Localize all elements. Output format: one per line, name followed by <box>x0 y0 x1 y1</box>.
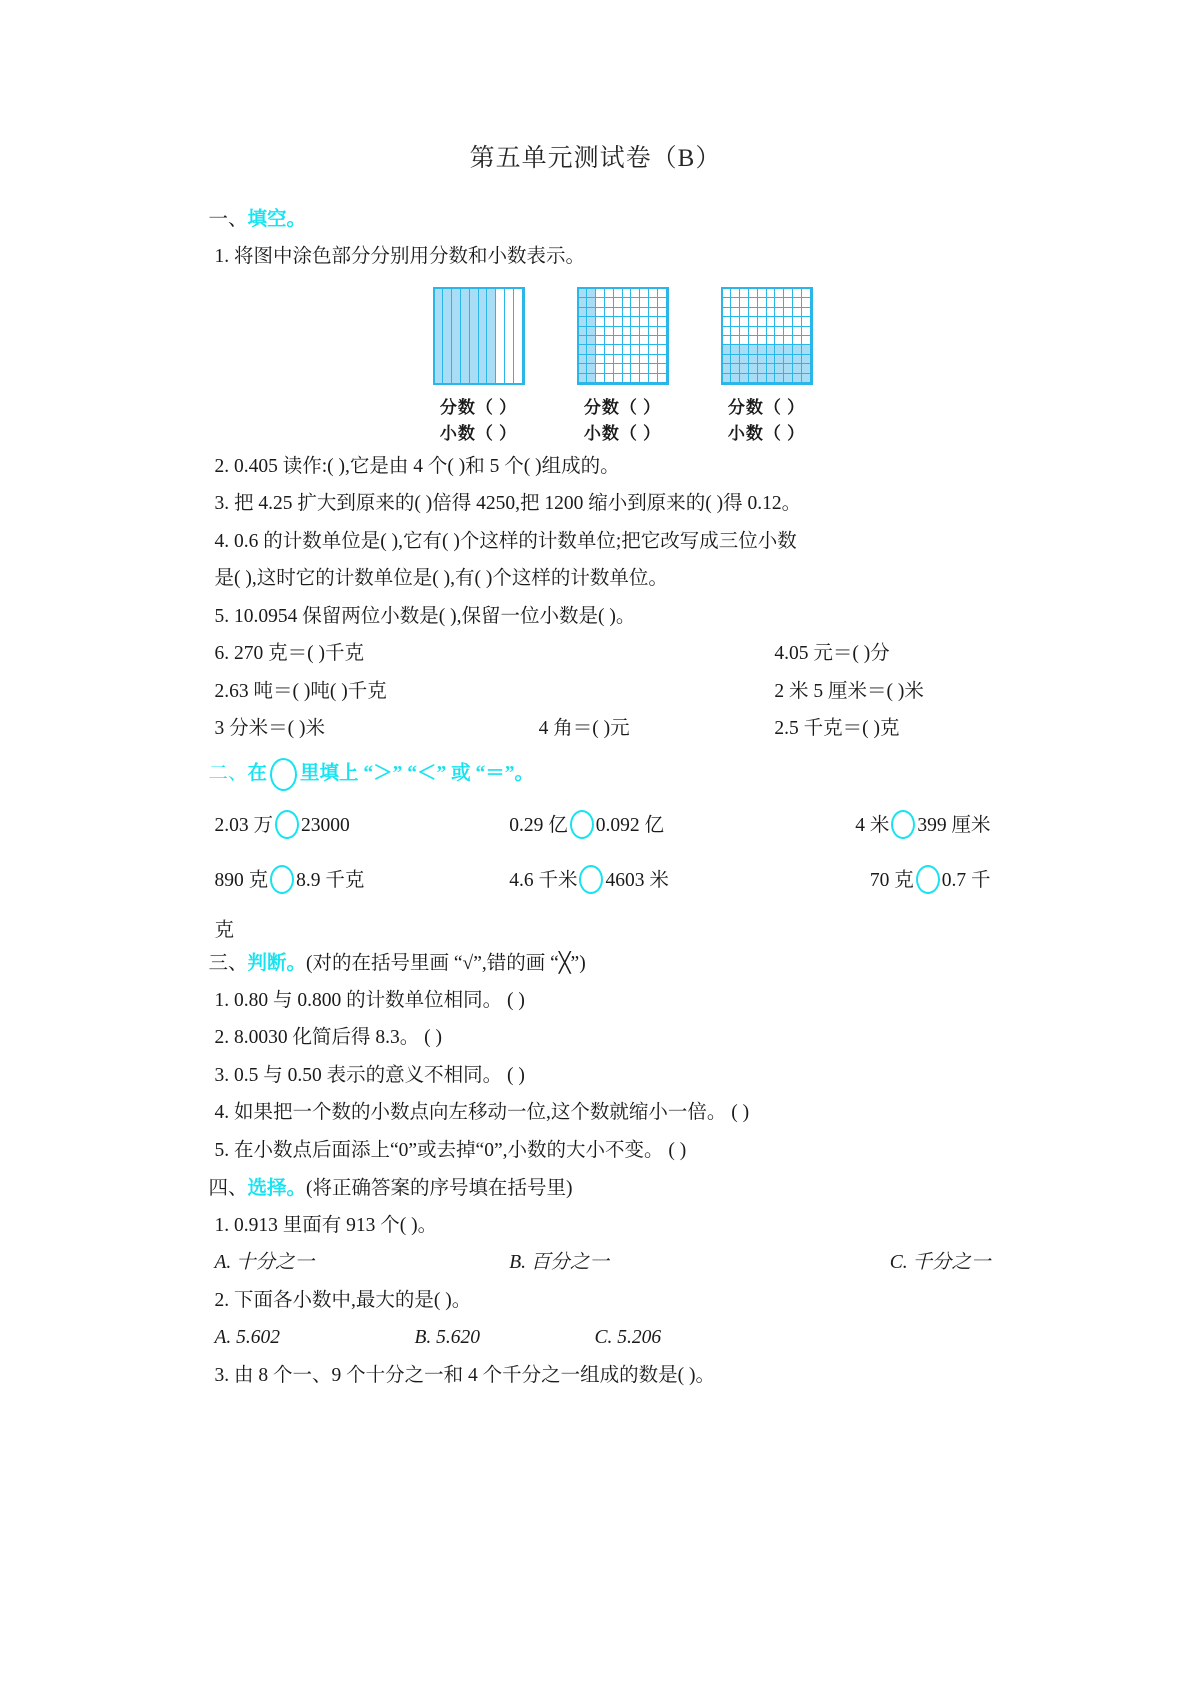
grid-cell <box>658 317 667 326</box>
grid-cell <box>740 374 749 383</box>
grid-cell <box>658 336 667 345</box>
grid-cell <box>767 336 776 345</box>
grid-cell <box>605 308 614 317</box>
grid-cell <box>623 345 632 354</box>
grid-cell <box>784 345 793 354</box>
choice-1-option-b[interactable]: B. 百分之一 <box>509 1252 609 1274</box>
grid-cell <box>740 298 749 307</box>
grid-cell <box>740 355 749 364</box>
grid-cell <box>614 289 623 298</box>
grid-cell <box>631 308 640 317</box>
question-1-6-row-1 <box>215 635 991 673</box>
grid-cell <box>758 345 767 354</box>
conversion-spacer-2 <box>539 682 775 702</box>
figure-3-decimal-label: 小数（ ） <box>727 424 806 444</box>
grid-cell <box>614 374 623 383</box>
grid-cell <box>784 289 793 298</box>
grid-cell <box>649 355 658 364</box>
grid-cell <box>614 308 623 317</box>
circle-icon[interactable] <box>916 865 940 894</box>
grid-cell <box>640 317 649 326</box>
grid-cell <box>631 374 640 383</box>
choice-2-option-b[interactable]: B. 5.620 <box>414 1327 481 1349</box>
grid-cell <box>631 327 640 336</box>
grid-cell <box>614 355 623 364</box>
grid-cell <box>758 317 767 326</box>
grid-cell <box>767 308 776 317</box>
compare-item-1-right: 23000 <box>301 815 350 837</box>
grid-cell <box>631 298 640 307</box>
grid-cell <box>649 308 658 317</box>
grid-cell <box>658 289 667 298</box>
grid-cell <box>623 364 632 373</box>
truefalse-item-4: 4. 如果把一个数的小数点向左移动一位,这个数就缩小一倍。 ( ) <box>214 1102 750 1124</box>
figure-group-shaded-grids <box>433 287 991 448</box>
grid-cell <box>605 364 614 373</box>
grid-cell <box>723 308 732 317</box>
grid-cell <box>749 364 758 373</box>
grid-cell <box>802 355 811 364</box>
grid-cell <box>802 345 811 354</box>
grid-cell <box>658 345 667 354</box>
choice-question-2-options <box>215 1319 991 1357</box>
grid-cell <box>758 355 767 364</box>
grid-cell <box>775 364 784 373</box>
question-1-6-row-3 <box>215 710 991 748</box>
truefalse-item-2: 2. 8.0030 化简后得 8.3。 ( ) <box>214 1027 442 1049</box>
grid-cell <box>614 317 623 326</box>
grid-cell <box>631 345 640 354</box>
grid-cell <box>596 374 605 383</box>
compare-item-4-right: 8.9 千克 <box>296 870 365 892</box>
page-title: 第五单元测试卷（B） <box>469 145 722 172</box>
grid-cell <box>758 374 767 383</box>
compare-item-6 <box>804 867 991 896</box>
grid-cell <box>802 336 811 345</box>
section-heading-truefalse <box>209 954 991 974</box>
grid-cell <box>740 308 749 317</box>
grid-cell <box>579 289 588 298</box>
truefalse-item-1: 1. 0.80 与 0.800 的计数单位相同。 ( ) <box>214 989 525 1011</box>
section-number-3: 三、 <box>208 953 248 975</box>
grid-cell <box>631 336 640 345</box>
grid-cell <box>793 317 802 326</box>
conversion-405yuan: 4.05 元＝( )分 <box>774 643 890 665</box>
grid-cell <box>587 364 596 373</box>
grid-cell <box>614 336 623 345</box>
grid-cell <box>723 345 732 354</box>
grid-cell <box>640 345 649 354</box>
compare-item-5 <box>509 867 804 896</box>
grid-cell <box>723 298 732 307</box>
grid-cell <box>658 298 667 307</box>
grid-cell <box>749 289 758 298</box>
grid-cell <box>596 289 605 298</box>
conversion-25kg: 2.5 千克＝( )克 <box>774 718 900 740</box>
compare-item-6-right: 0.7 千 <box>941 870 991 892</box>
grid-cell <box>740 345 749 354</box>
grid-cell <box>731 289 740 298</box>
question-1-4-line1: 4. 0.6 的计数单位是( ),它有( )个这样的计数单位;把它改写成三位小数 <box>214 530 797 552</box>
grid-cell <box>579 317 588 326</box>
grid-cell <box>749 298 758 307</box>
grid-cell <box>775 327 784 336</box>
grid-cell <box>605 289 614 298</box>
grid-cell <box>579 308 588 317</box>
grid-cell <box>775 308 784 317</box>
conversion-3dm: 3 分米＝( )米 <box>214 718 325 740</box>
grid-tenths-strip <box>433 287 525 385</box>
conversion-2m5cm: 2 米 5 厘米＝( )米 <box>774 680 924 702</box>
grid-cell <box>784 336 793 345</box>
grid-cell <box>640 308 649 317</box>
compare-item-1 <box>215 812 510 841</box>
grid-cell <box>767 345 776 354</box>
conversion-263ton: 2.63 吨＝( )吨( )千克 <box>214 680 387 702</box>
grid-cell <box>793 289 802 298</box>
truefalse-item-5: 5. 在小数点后面添上“0”或去掉“0”,小数的大小不变。 ( ) <box>214 1139 687 1161</box>
grid-cell <box>649 364 658 373</box>
grid-cell <box>740 289 749 298</box>
circle-icon[interactable] <box>891 810 915 839</box>
figure-2-fraction-label: 分数（ ） <box>583 398 662 417</box>
grid-cell <box>596 298 605 307</box>
circle-icon <box>270 758 297 791</box>
conversion-270g: 6. 270 克＝( )千克 <box>214 643 364 665</box>
grid-cell <box>793 308 802 317</box>
grid-cell <box>614 298 623 307</box>
grid-cell <box>740 336 749 345</box>
conversion-spacer-1 <box>539 644 775 664</box>
grid-cell <box>793 345 802 354</box>
choice-question-1-stem: 1. 0.913 里面有 913 个( )。 <box>214 1214 438 1236</box>
grid-cell <box>640 374 649 383</box>
grid-cell <box>793 374 802 383</box>
grid-cell <box>640 289 649 298</box>
grid-cell <box>784 308 793 317</box>
question-1-3: 3. 把 4.25 扩大到原来的( )倍得 4250,把 1200 缩小到原来的( )得 0.12。 <box>214 493 802 515</box>
figure-3-labels <box>728 395 805 448</box>
compare-item-1-left: 2.03 万 <box>214 815 274 837</box>
compare-item-2 <box>509 812 804 841</box>
grid-hundredths-rows <box>721 287 813 385</box>
grid-cell <box>640 336 649 345</box>
grid-cell <box>649 345 658 354</box>
grid-cell <box>596 364 605 373</box>
grid-cell <box>767 374 776 383</box>
choice-1-option-a[interactable]: A. 十分之一 <box>214 1252 315 1274</box>
section-instruction-3: (对的在括号里画 “√”,错的画 “╳”) <box>306 953 586 975</box>
grid-cell <box>767 355 776 364</box>
grid-cell <box>658 327 667 336</box>
grid-cell <box>775 298 784 307</box>
grid-cell <box>623 374 632 383</box>
section-heading-fill-blank <box>209 210 991 230</box>
grid-cell <box>793 336 802 345</box>
grid-cell <box>784 317 793 326</box>
question-1-5: 5. 10.0954 保留两位小数是( ),保留一位小数是( )。 <box>214 605 636 627</box>
grid-cell <box>740 364 749 373</box>
grid-cell <box>749 374 758 383</box>
grid-cell <box>784 364 793 373</box>
section-instruction-4: (将正确答案的序号填在括号里) <box>306 1178 573 1200</box>
section-number-4: 四、 <box>208 1178 248 1200</box>
grid-cell <box>767 298 776 307</box>
grid-cell <box>587 317 596 326</box>
grid-cell <box>605 327 614 336</box>
compare-item-5-right: 4603 米 <box>605 870 669 892</box>
grid-cell <box>767 327 776 336</box>
figure-2-decimal-label: 小数（ ） <box>583 424 662 444</box>
grid-cell <box>802 327 811 336</box>
grid-cell <box>631 355 640 364</box>
grid-cell <box>758 308 767 317</box>
figure-3 <box>721 287 813 448</box>
circle-icon[interactable] <box>579 865 603 894</box>
grid-cell <box>775 374 784 383</box>
grid-cell <box>579 327 588 336</box>
grid-cell <box>758 336 767 345</box>
grid-cell <box>775 355 784 364</box>
grid-cell <box>649 336 658 345</box>
grid-cell <box>749 327 758 336</box>
grid-cell <box>740 327 749 336</box>
grid-cell <box>767 317 776 326</box>
grid-cell <box>579 336 588 345</box>
grid-cell <box>793 298 802 307</box>
figure-1 <box>433 287 525 448</box>
grid-cell <box>802 308 811 317</box>
grid-cell <box>731 308 740 317</box>
grid-cell <box>740 317 749 326</box>
figure-1-decimal-label: 小数（ ） <box>439 424 518 444</box>
grid-cell <box>640 327 649 336</box>
grid-cell <box>623 289 632 298</box>
grid-cell <box>596 317 605 326</box>
grid-cell <box>758 298 767 307</box>
grid-cell <box>758 327 767 336</box>
section-label-2b: 里填上 “＞” “＜” 或 “＝”。 <box>300 762 535 784</box>
grid-cell <box>605 317 614 326</box>
compare-item-3-right: 399 厘米 <box>917 815 991 837</box>
grid-cell <box>731 298 740 307</box>
grid-cell <box>802 317 811 326</box>
circle-icon[interactable] <box>275 810 299 839</box>
grid-cell <box>723 327 732 336</box>
grid-cell <box>579 298 588 307</box>
grid-hundredths-columns <box>577 287 669 385</box>
section-number-2: 二、 <box>208 762 248 784</box>
section-label-3: 判断。 <box>247 953 307 975</box>
grid-cell <box>775 345 784 354</box>
section-heading-compare <box>209 758 991 791</box>
compare-row-2-overflow: 克 <box>214 919 235 941</box>
grid-cell <box>649 374 658 383</box>
grid-cell <box>723 289 732 298</box>
grid-cell <box>731 345 740 354</box>
figure-2 <box>577 287 669 448</box>
grid-cell <box>587 345 596 354</box>
figure-3-fraction-label: 分数（ ） <box>727 398 806 417</box>
grid-cell <box>723 355 732 364</box>
grid-cell <box>802 364 811 373</box>
grid-cell <box>640 298 649 307</box>
question-1-6-row-2 <box>215 673 991 711</box>
grid-cell <box>802 289 811 298</box>
compare-item-6-left: 70 克 <box>869 870 914 892</box>
grid-cell <box>723 364 732 373</box>
grid-cell <box>731 327 740 336</box>
grid-cell <box>775 336 784 345</box>
grid-cell <box>649 289 658 298</box>
grid-cell <box>587 289 596 298</box>
choice-2-option-c[interactable]: C. 5.206 <box>594 1327 662 1349</box>
grid-cell <box>723 336 732 345</box>
grid-cell <box>749 317 758 326</box>
compare-row-2 <box>215 854 991 909</box>
grid-cell <box>658 364 667 373</box>
grid-cell <box>605 355 614 364</box>
grid-cell <box>758 364 767 373</box>
choice-question-2-stem: 2. 下面各小数中,最大的是( )。 <box>214 1289 472 1311</box>
grid-cell <box>749 336 758 345</box>
compare-row-1 <box>215 799 991 854</box>
grid-cell <box>793 355 802 364</box>
grid-cell <box>605 336 614 345</box>
grid-cell <box>784 355 793 364</box>
grid-cell <box>596 345 605 354</box>
grid-cell <box>731 317 740 326</box>
grid-cell <box>758 289 767 298</box>
compare-item-3 <box>804 812 991 841</box>
grid-cell <box>731 336 740 345</box>
grid-cell <box>587 336 596 345</box>
truefalse-item-3: 3. 0.5 与 0.50 表示的意义不相同。 ( ) <box>214 1064 525 1086</box>
grid-cell <box>802 374 811 383</box>
grid-cell <box>605 345 614 354</box>
grid-cell <box>784 298 793 307</box>
grid-cell <box>605 298 614 307</box>
grid-cell <box>784 327 793 336</box>
grid-cell <box>767 364 776 373</box>
grid-cell <box>623 298 632 307</box>
grid-cell <box>649 317 658 326</box>
grid-cell <box>623 336 632 345</box>
grid-cell <box>731 355 740 364</box>
grid-cell <box>631 317 640 326</box>
grid-cell <box>579 364 588 373</box>
question-1-4-line2: 是( ),这时它的计数单位是( ),有( )个这样的计数单位。 <box>214 568 668 590</box>
figure-2-labels <box>584 395 661 448</box>
grid-cell <box>775 317 784 326</box>
grid-cell <box>631 289 640 298</box>
grid-cell <box>587 298 596 307</box>
section-number-1: 一、 <box>208 209 248 230</box>
grid-cell <box>640 364 649 373</box>
worksheet-body <box>201 174 991 1394</box>
grid-cell <box>793 364 802 373</box>
grid-cell <box>605 374 614 383</box>
choice-2-option-a[interactable]: A. 5.602 <box>214 1327 281 1349</box>
grid-cell <box>596 308 605 317</box>
grid-cell <box>596 355 605 364</box>
grid-cell <box>723 317 732 326</box>
section-heading-choice <box>209 1179 991 1199</box>
grid-cell <box>587 327 596 336</box>
grid-cell <box>623 308 632 317</box>
grid-cell <box>775 289 784 298</box>
grid-cell <box>623 355 632 364</box>
compare-item-2-right: 0.092 亿 <box>595 815 664 837</box>
compare-item-4 <box>215 867 510 896</box>
grid-cell <box>749 345 758 354</box>
grid-cell <box>596 327 605 336</box>
circle-icon[interactable] <box>570 810 594 839</box>
grid-cell <box>579 355 588 364</box>
choice-1-option-c[interactable]: C. 千分之一 <box>889 1252 991 1274</box>
grid-cell <box>658 355 667 364</box>
question-1-1: 1. 将图中涂色部分分别用分数和小数表示。 <box>214 245 586 267</box>
grid-cell <box>614 364 623 373</box>
grid-cell <box>623 327 632 336</box>
conversion-4jiao: 4 角＝( )元 <box>538 718 630 740</box>
grid-cell <box>802 298 811 307</box>
circle-icon[interactable] <box>270 865 294 894</box>
grid-cell <box>749 308 758 317</box>
grid-cell <box>649 298 658 307</box>
figure-1-labels <box>440 395 517 448</box>
compare-item-5-left: 4.6 千米 <box>509 870 578 892</box>
grid-cell <box>649 327 658 336</box>
grid-cell <box>614 327 623 336</box>
grid-cell <box>784 374 793 383</box>
grid-cell <box>640 355 649 364</box>
grid-cell <box>731 364 740 373</box>
grid-cell <box>587 374 596 383</box>
grid-cell <box>631 364 640 373</box>
grid-cell <box>587 308 596 317</box>
choice-question-1-options <box>215 1244 991 1282</box>
choice-question-3-stem: 3. 由 8 个一、9 个十分之一和 4 个千分之一组成的数是( )。 <box>214 1364 715 1386</box>
grid-cell <box>658 374 667 383</box>
grid-cell <box>596 336 605 345</box>
grid-cell <box>579 345 588 354</box>
grid-cell <box>587 355 596 364</box>
grid-cell <box>749 355 758 364</box>
section-label-1: 填空。 <box>247 209 307 230</box>
grid-cell <box>614 345 623 354</box>
compare-item-4-left: 890 克 <box>214 870 269 892</box>
section-label-2a: 在 <box>247 762 268 784</box>
figure-1-fraction-label: 分数（ ） <box>439 398 518 417</box>
grid-cell <box>623 317 632 326</box>
grid-cell <box>793 327 802 336</box>
section-label-4: 选择。 <box>247 1178 307 1200</box>
grid-cell <box>723 374 732 383</box>
grid-cell <box>731 374 740 383</box>
grid-cell <box>579 374 588 383</box>
grid-cell <box>767 289 776 298</box>
compare-item-3-left: 4 米 <box>855 815 890 837</box>
grid-cell <box>658 308 667 317</box>
question-1-2: 2. 0.405 读作:( ),它是由 4 个( )和 5 个( )组成的。 <box>214 455 620 477</box>
compare-item-2-left: 0.29 亿 <box>509 815 568 837</box>
